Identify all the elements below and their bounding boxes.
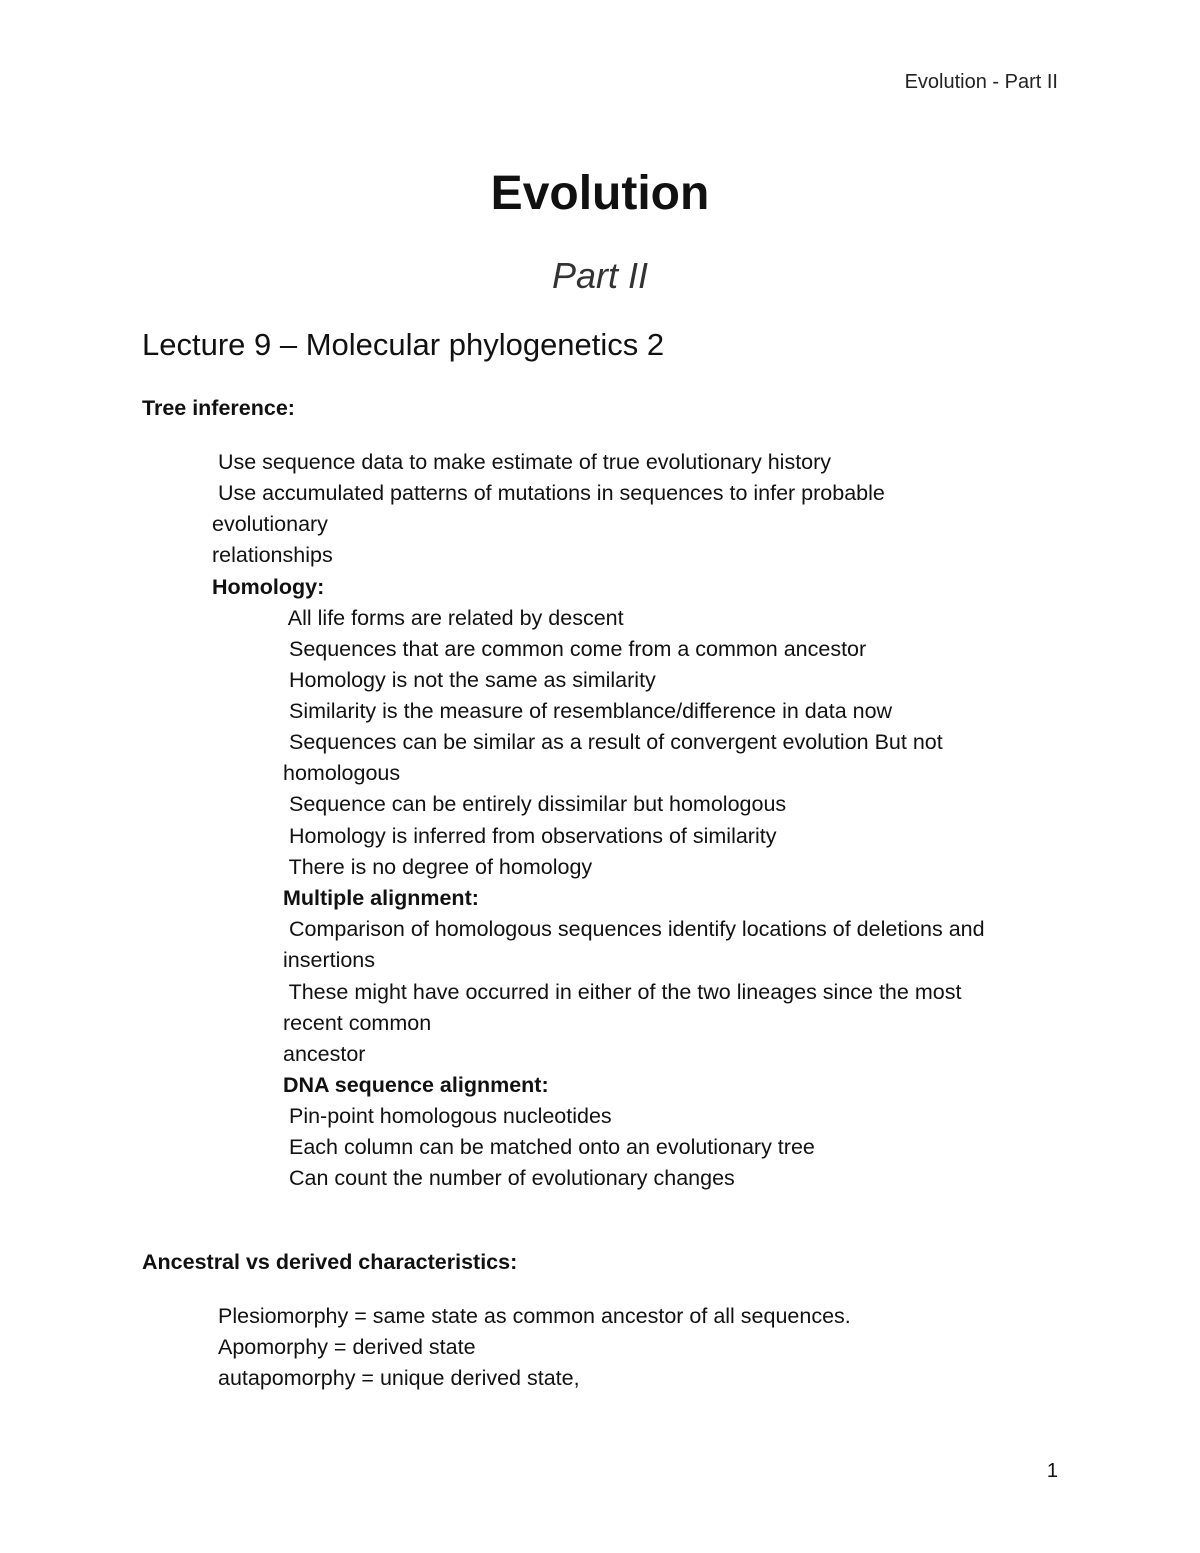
text-line: Comparison of homologous sequences identify locations of deletions and	[283, 917, 985, 941]
text-line: Sequences that are common come from a common ancestor	[283, 637, 867, 661]
text-line: Sequence can be entirely dissimilar but homologous	[283, 792, 787, 816]
text-line: ancestor	[283, 1042, 366, 1066]
section-heading-multiple-alignment: Multiple alignment:	[283, 886, 479, 910]
text-line: autapomorphy = unique derived state,	[218, 1366, 580, 1390]
text-line: Similarity is the measure of resemblance/difference in data now	[283, 699, 893, 723]
text-line: Each column can be matched onto an evolutionary tree	[283, 1135, 815, 1159]
text-line: Sequences can be similar as a result of convergent evolution But not	[283, 730, 943, 754]
text-line: These might have occurred in either of the two lineages since the most	[283, 980, 962, 1004]
section-heading-tree-inference: Tree inference:	[142, 396, 295, 420]
text-line: Use sequence data to make estimate of true evolutionary history	[212, 450, 832, 474]
running-header: Evolution - Part II	[904, 71, 1058, 93]
text-line: relationships	[212, 543, 333, 567]
text-line: recent common	[283, 1011, 432, 1035]
document-subtitle: Part II	[551, 255, 649, 296]
section-heading-ancestral: Ancestral vs derived characteristics:	[142, 1250, 518, 1274]
text-line: Plesiomorphy = same state as common ancestor of all sequences.	[218, 1304, 851, 1328]
text-line: There is no degree of homology	[283, 855, 593, 879]
section-heading-homology: Homology:	[212, 575, 325, 599]
text-line: Pin-point homologous nucleotides	[283, 1104, 612, 1128]
document-title: Evolution	[490, 167, 710, 220]
text-line: Can count the number of evolutionary changes	[283, 1166, 735, 1190]
text-line: Apomorphy = derived state	[218, 1335, 476, 1359]
text-line: evolutionary	[212, 512, 328, 536]
section-heading-dna-alignment: DNA sequence alignment:	[283, 1073, 549, 1097]
text-line: Homology is not the same as similarity	[283, 668, 656, 692]
text-line: homologous	[283, 761, 401, 785]
page-number: 1	[1046, 1460, 1058, 1482]
text-line: All life forms are related by descent	[283, 606, 624, 630]
text-line: insertions	[283, 948, 376, 972]
lecture-heading: Lecture 9 – Molecular phylogenetics 2	[142, 327, 665, 362]
text-line: Homology is inferred from observations of similarity	[283, 824, 777, 848]
text-line: Use accumulated patterns of mutations in sequences to infer probable	[212, 481, 885, 505]
